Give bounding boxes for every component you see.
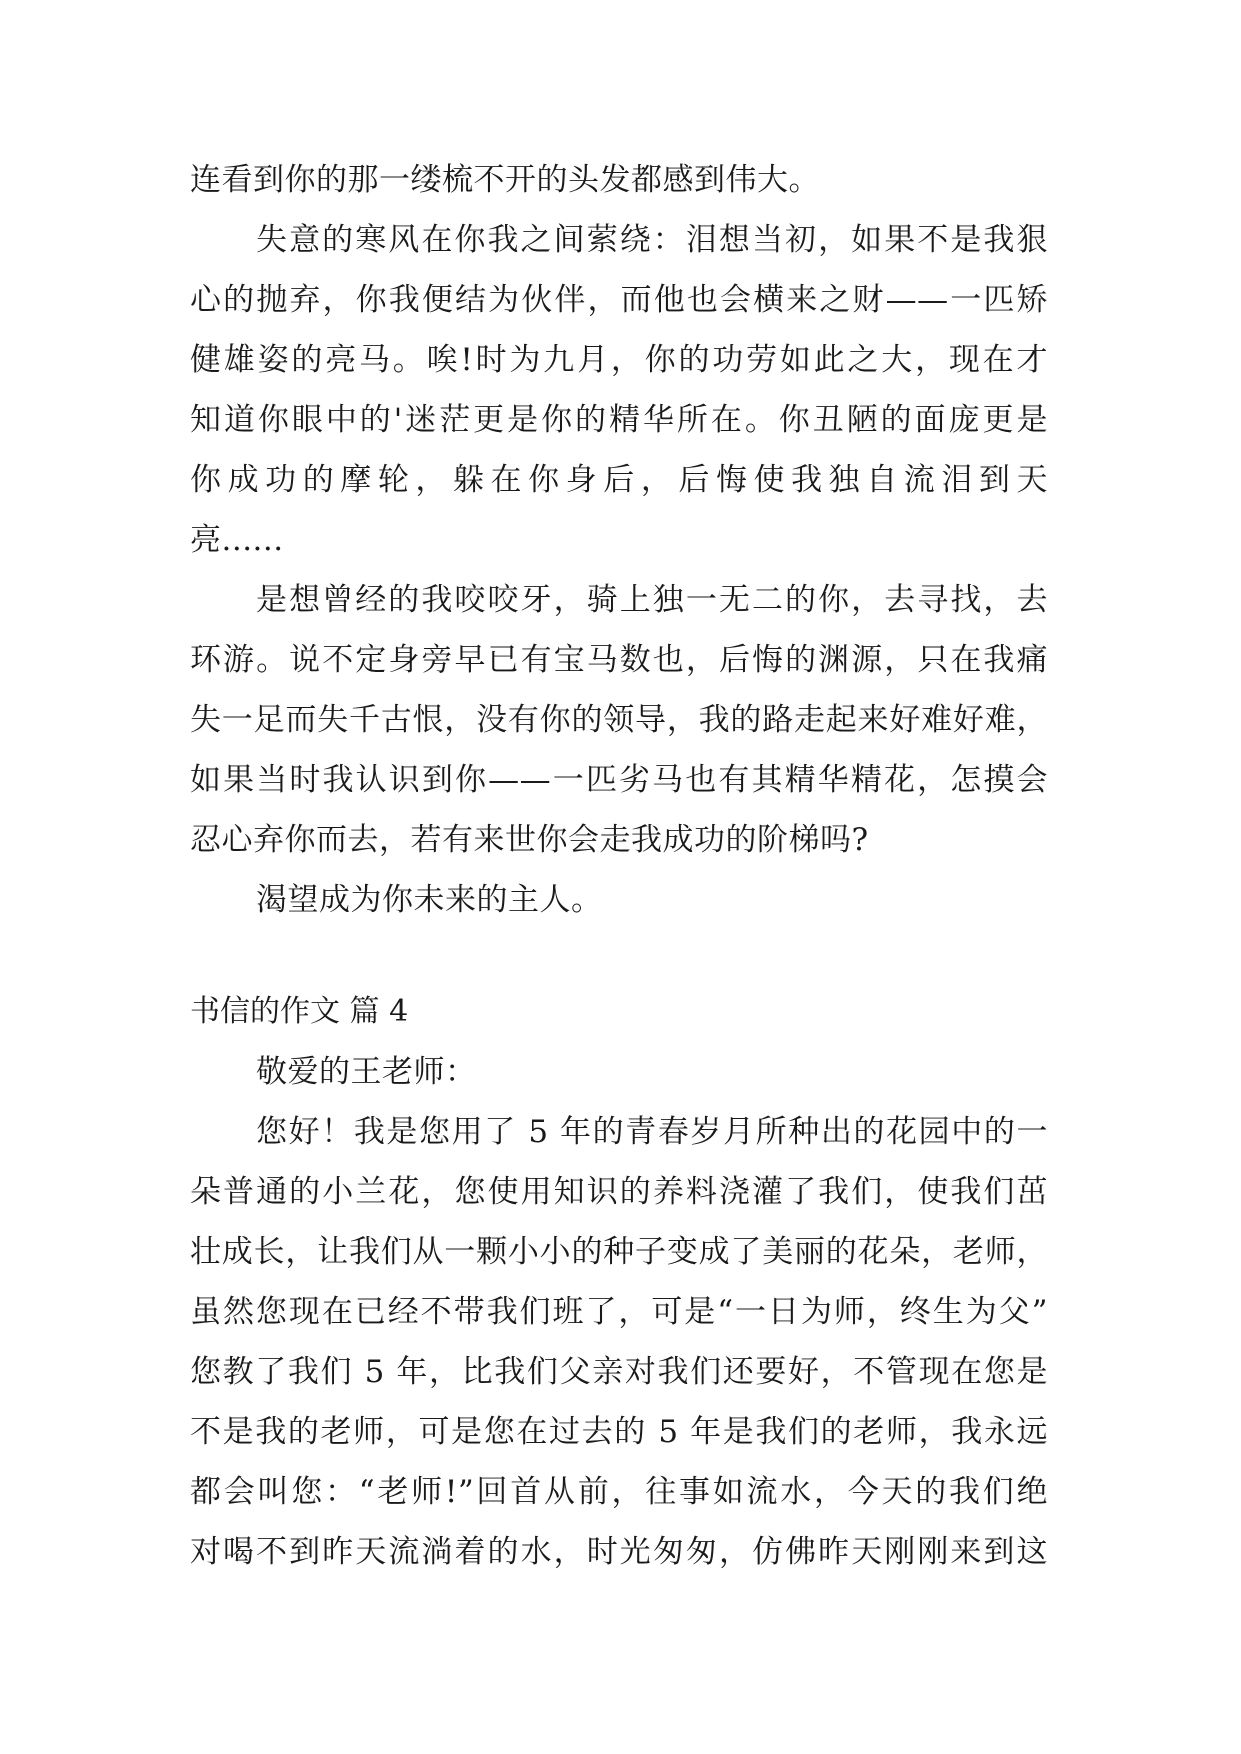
text-line: 健雄姿的亮马。唉!时为九月，你的功劳如此之大，现在才 (190, 342, 1048, 378)
text-line: 亮...... (190, 522, 284, 558)
text-line: 对喝不到昨天流淌着的水，时光匆匆，仿佛昨天刚刚来到这 (190, 1534, 1048, 1570)
paragraph-continuation (190, 150, 1048, 210)
section-heading: 书信的作文 篇 4 (190, 994, 409, 1029)
document-page (190, 150, 1048, 1582)
letter-body (190, 1102, 1048, 1582)
text-line: 敬爱的王老师： (256, 1054, 477, 1090)
text-line: 渴望成为你未来的主人。 (256, 882, 603, 918)
letter-salutation (190, 1042, 1048, 1102)
text-line: 是想曾经的我咬咬牙，骑上独一无二的你，去寻找，去 (256, 582, 1048, 618)
text-line: 朵普通的小兰花，您使用知识的养料浇灌了我们，使我们茁 (190, 1174, 1048, 1210)
text-line: 不是我的老师，可是您在过去的 5 年是我们的老师，我永远 (190, 1414, 1048, 1450)
paragraph-longing (190, 870, 1048, 930)
text-line: 虽然您现在已经不带我们班了，可是“一日为师，终生为父” (190, 1294, 1048, 1330)
text-line: 壮成长，让我们从一颗小小的种子变成了美丽的花朵，老师， (190, 1234, 1048, 1270)
text-line: 你成功的摩轮，躲在你身后，后悔使我独自流泪到天 (190, 462, 1048, 498)
text-line: 忍心弃你而去，若有来世你会走我成功的阶梯吗? (190, 822, 869, 858)
section-gap (190, 930, 1048, 982)
text-line: 如果当时我认识到你——一匹劣马也有其精华精花，怎摸会 (190, 762, 1048, 798)
text-line: 环游。说不定身旁早已有宝马数也，后悔的渊源，只在我痛 (190, 642, 1048, 678)
paragraph-cold-wind (190, 210, 1048, 570)
text-line: 失意的寒风在你我之间萦绕：泪想当初，如果不是我狠 (256, 222, 1048, 258)
text-line: 知道你眼中的'迷茫更是你的精华所在。你丑陋的面庞更是 (190, 402, 1048, 438)
text-line: 您教了我们 5 年，比我们父亲对我们还要好，不管现在您是 (190, 1354, 1048, 1390)
text-line: 失一足而失千古恨，没有你的领导，我的路走起来好难好难， (190, 702, 1048, 738)
text-line: 都会叫您：“老师!”回首从前，往事如流水，今天的我们绝 (190, 1474, 1048, 1510)
paragraph-regret (190, 570, 1048, 870)
text-line: 心的抛弃，你我便结为伙伴，而他也会横来之财——一匹矫 (190, 282, 1048, 318)
text-line: 连看到你的那一缕梳不开的头发都感到伟大。 (190, 162, 820, 198)
text-line: 您好！我是您用了 5 年的青春岁月所种出的花园中的一 (256, 1114, 1048, 1150)
